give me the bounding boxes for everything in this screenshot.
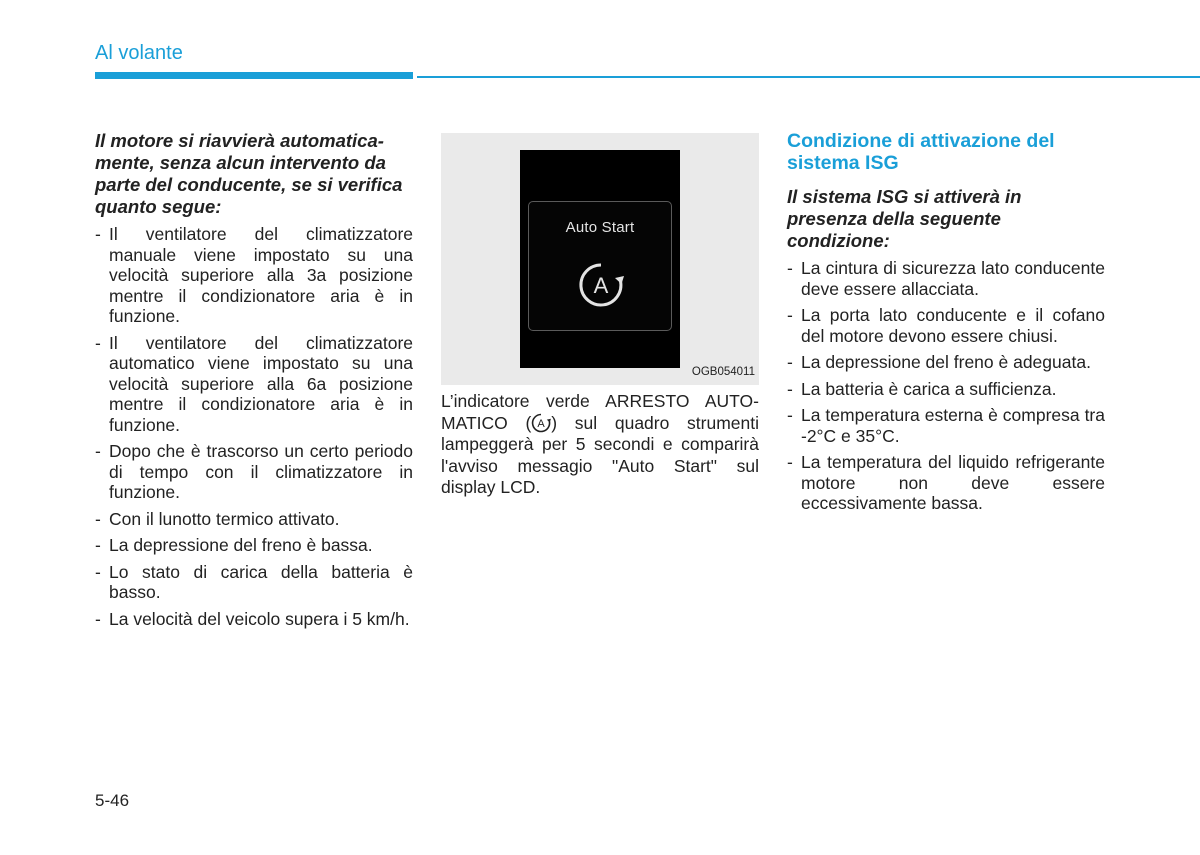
header-rule-thick [95, 72, 413, 79]
section-heading: Condizione di attivazione del sistema ISG [787, 130, 1055, 174]
list-item: - Il ventilatore del climatizzatore automatico viene impostato su una velocità superiore alla 6a posizione mentre il condizionatore aria è in funzione. [95, 333, 413, 436]
list-item: - La depressione del freno è bassa. [95, 535, 413, 556]
svg-text:A: A [537, 417, 545, 430]
indicator-text-before: L’indicatore verde ARRESTO AUTOMATICO ( [441, 391, 759, 433]
auto-stop-a-icon [531, 413, 551, 433]
list-item: - La temperatura del liquido refrigerante motore non deve essere eccessivamente bassa. [787, 452, 1105, 514]
indicator-text-after: ) sul quadro strumenti lampeggerà per 5 secondi e comparirà l'avviso messagio "Auto Start" sul display LCD. [441, 412, 759, 497]
indicator-description [441, 391, 759, 499]
lcd-message: Auto Start [565, 219, 635, 236]
middle-column [441, 133, 759, 499]
right-list [787, 258, 1105, 514]
section-title: Al volante [95, 42, 183, 64]
left-intro: Il motore si riavvierà automaticamente, senza alcun intervento da parte del conducente, se si verifica quanto segue: [95, 130, 403, 217]
list-item: - La temperatura esterna è compresa tra -2°C e 35°C. [787, 405, 1105, 446]
list-item: - Con il lunotto termico attivato. [95, 509, 413, 530]
lcd-panel [528, 201, 672, 331]
lcd-figure [441, 133, 759, 385]
list-item: - Dopo che è trascorso un certo periodo di tempo con il climatizzatore in funzione. [95, 441, 413, 503]
list-item: - La depressione del freno è adeguata. [787, 352, 1105, 373]
list-item: - La velocità del veicolo supera i 5 km/h. [95, 609, 413, 630]
left-column [95, 130, 413, 635]
list-item: - La porta lato conducente e il cofano del motore devono essere chiusi. [787, 305, 1105, 346]
svg-text:A: A [593, 273, 609, 298]
list-item: - Lo stato di carica della batteria è basso. [95, 562, 413, 603]
figure-code: OGB054011 [691, 365, 755, 378]
list-item: - Il ventilatore del climatizzatore manuale viene impostato su una velocità superiore alla 3a posizione mentre il condizionatore aria è in funzione. [95, 224, 413, 327]
auto-stop-a-icon [578, 262, 624, 308]
page-number: 5-46 [95, 791, 130, 810]
right-intro: Il sistema ISG si attiverà in presenza della seguente condizione: [787, 186, 1022, 251]
lcd-display [520, 150, 680, 368]
list-item: - La cintura di sicurezza lato conducente deve essere allacciata. [787, 258, 1105, 299]
list-item: - La batteria è carica a sufficienza. [787, 379, 1105, 400]
header-rule-thin [417, 76, 1200, 78]
left-list [95, 224, 413, 629]
right-column [787, 130, 1105, 520]
